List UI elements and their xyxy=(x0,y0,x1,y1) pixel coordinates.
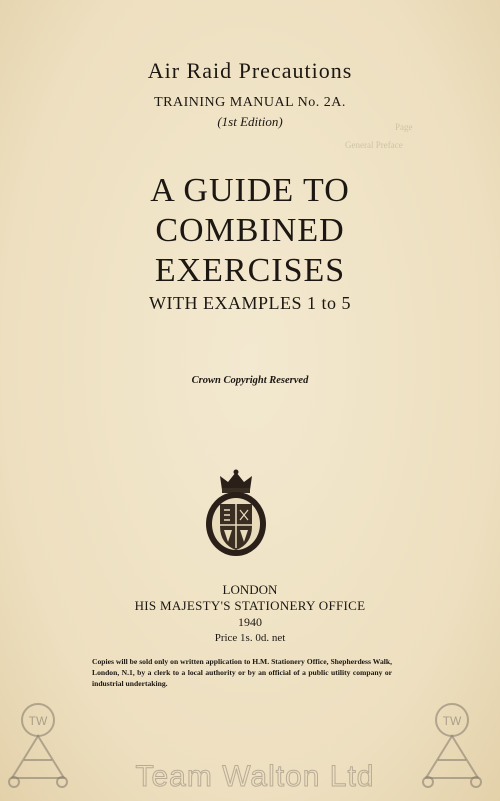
watermark-text: Team Walton Ltd xyxy=(135,760,375,793)
main-title-line-3: EXERCISES xyxy=(154,252,346,289)
manual-number: TRAINING MANUAL No. 2A. xyxy=(154,95,346,110)
series-title: Air Raid Precautions xyxy=(147,58,353,83)
logo-left-text: TW xyxy=(28,714,48,728)
bleed-through-text: General Preface xyxy=(345,140,403,150)
publication-year: 1940 xyxy=(238,615,262,629)
copyright-notice: Crown Copyright Reserved xyxy=(191,375,309,386)
main-title-line-1: A GUIDE TO xyxy=(150,172,350,209)
royal-coat-of-arms-icon xyxy=(200,468,272,560)
edition-note: (1st Edition) xyxy=(217,114,283,129)
bleed-through-text: Page xyxy=(395,122,413,132)
subtitle: WITH EXAMPLES 1 to 5 xyxy=(149,293,351,313)
main-title-line-2: COMBINED xyxy=(155,212,345,249)
team-walton-logo-right-icon xyxy=(420,700,484,796)
price: Price 1s. 0d. net xyxy=(214,632,286,644)
team-walton-logo-left-icon xyxy=(6,700,70,796)
sales-notice: Copies will be sold only on written application to H.M. Stationery Office, Shepherdess Walk, London, N.1, by a clerk to a local authority or by an official of a public utility company or industrial undertaking. xyxy=(92,657,392,688)
publisher-name: HIS MAJESTY'S STATIONERY OFFICE xyxy=(134,598,366,613)
publisher-city: LONDON xyxy=(222,582,278,597)
logo-right-text: TW xyxy=(442,714,462,728)
